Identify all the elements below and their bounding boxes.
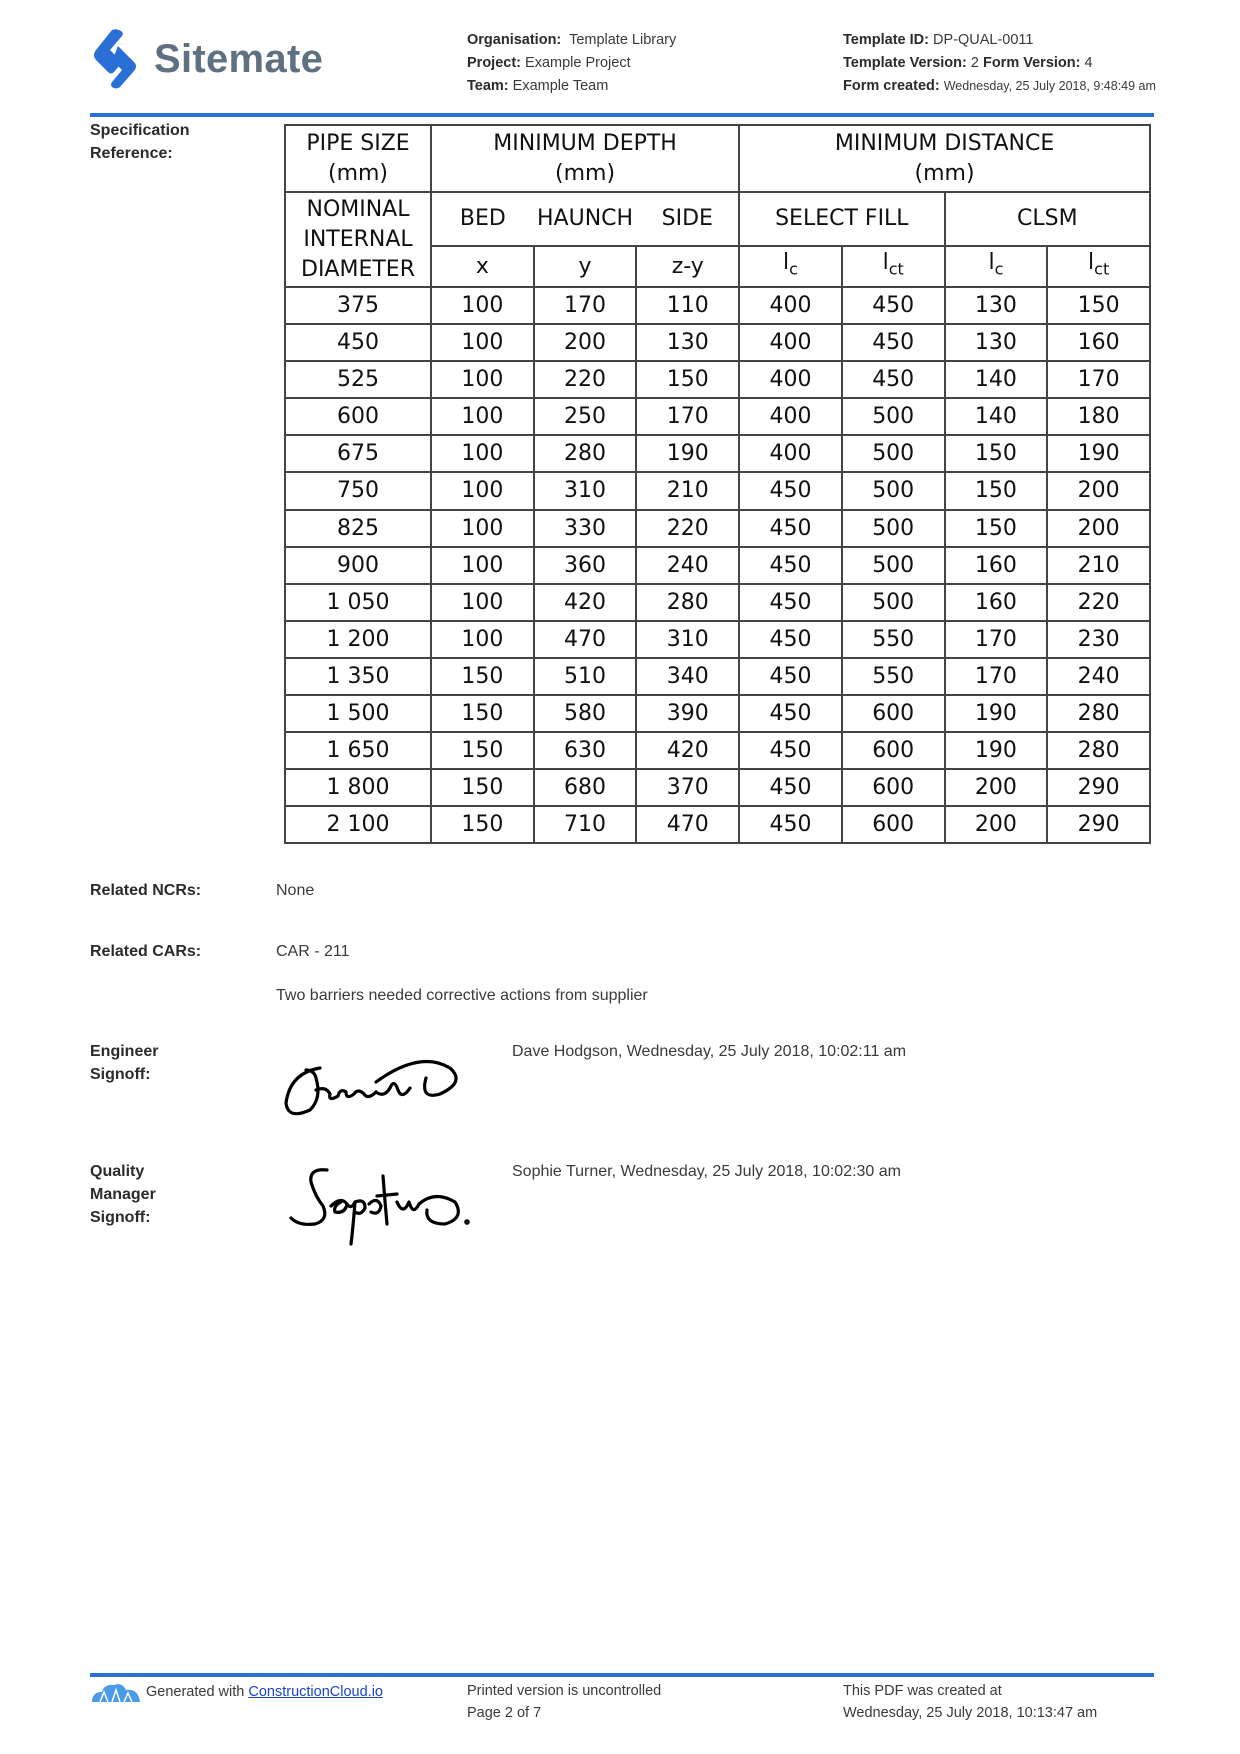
cell-pipe-size: 675 — [285, 435, 431, 472]
cell-clsm-lct: 150 — [1047, 287, 1150, 324]
cell-clsm-lct: 210 — [1047, 547, 1150, 584]
cell-select-fill-lct: 550 — [842, 621, 945, 658]
cell-haunch-y: 280 — [534, 435, 637, 472]
table-row — [285, 510, 1150, 547]
footer-generated — [90, 1680, 383, 1704]
cell-pipe-size: 900 — [285, 547, 431, 584]
cell-clsm-lc: 140 — [945, 398, 1048, 435]
cell-side-zy: 470 — [636, 806, 739, 843]
cell-select-fill-lc: 450 — [739, 621, 842, 658]
cell-side-zy: 190 — [636, 435, 739, 472]
cell-clsm-lc: 170 — [945, 621, 1048, 658]
y-header: y — [534, 246, 637, 287]
organisation-label: Organisation: — [467, 32, 562, 48]
cell-select-fill-lct: 500 — [842, 584, 945, 621]
cell-bed-x: 150 — [431, 769, 534, 806]
cell-bed-x: 100 — [431, 621, 534, 658]
cell-clsm-lct: 190 — [1047, 435, 1150, 472]
cell-clsm-lc: 150 — [945, 510, 1048, 547]
cell-side-zy: 210 — [636, 472, 739, 509]
cell-select-fill-lct: 600 — [842, 732, 945, 769]
cell-clsm-lct: 170 — [1047, 361, 1150, 398]
cell-bed-x: 150 — [431, 806, 534, 843]
template-version-label: Template Version: — [843, 55, 967, 71]
cell-pipe-size: 1 500 — [285, 695, 431, 732]
cell-pipe-size: 2 100 — [285, 806, 431, 843]
cell-bed-x: 100 — [431, 361, 534, 398]
clsm-lct-header: $l_{ct}$ — [1047, 246, 1150, 287]
haunch-header: HAUNCH — [534, 192, 637, 246]
cell-select-fill-lct: 600 — [842, 695, 945, 732]
template-id-label: Template ID: — [843, 32, 929, 48]
cell-side-zy: 390 — [636, 695, 739, 732]
engineer-signature — [280, 1048, 460, 1133]
cell-select-fill-lc: 450 — [739, 695, 842, 732]
cell-pipe-size: 1 650 — [285, 732, 431, 769]
cell-select-fill-lct: 450 — [842, 324, 945, 361]
cell-clsm-lct: 200 — [1047, 510, 1150, 547]
pdf-created-value: Wednesday, 25 July 2018, 10:13:47 am — [843, 1705, 1098, 1721]
table-row — [285, 695, 1150, 732]
cell-select-fill-lc: 450 — [739, 658, 842, 695]
table-row — [285, 658, 1150, 695]
table-row — [285, 732, 1150, 769]
cell-bed-x: 100 — [431, 398, 534, 435]
cell-select-fill-lc: 400 — [739, 398, 842, 435]
cell-select-fill-lc: 450 — [739, 472, 842, 509]
cell-side-zy: 310 — [636, 621, 739, 658]
cell-select-fill-lct: 450 — [842, 287, 945, 324]
cell-haunch-y: 630 — [534, 732, 637, 769]
cell-side-zy: 240 — [636, 547, 739, 584]
cell-clsm-lct: 290 — [1047, 769, 1150, 806]
cell-clsm-lct: 280 — [1047, 695, 1150, 732]
cell-bed-x: 100 — [431, 287, 534, 324]
cell-select-fill-lc: 450 — [739, 806, 842, 843]
cell-haunch-y: 170 — [534, 287, 637, 324]
cell-pipe-size: 1 350 — [285, 658, 431, 695]
footer-right — [843, 1680, 1097, 1724]
cell-clsm-lc: 150 — [945, 472, 1048, 509]
clsm-header: CLSM — [945, 192, 1150, 246]
cell-haunch-y: 470 — [534, 621, 637, 658]
min-depth-header: MINIMUM DEPTH (mm) — [431, 125, 739, 192]
cell-side-zy: 110 — [636, 287, 739, 324]
cell-pipe-size: 525 — [285, 361, 431, 398]
table-row — [285, 324, 1150, 361]
pdf-created-label: This PDF was created at — [843, 1683, 1002, 1699]
team-label: Team: — [467, 78, 509, 94]
zy-header: z-y — [636, 246, 739, 287]
select-fill-header: SELECT FILL — [739, 192, 944, 246]
side-header: SIDE — [636, 192, 739, 246]
cell-bed-x: 100 — [431, 510, 534, 547]
uncontrolled-note: Printed version is uncontrolled — [467, 1683, 662, 1699]
template-id-value: DP-QUAL-0011 — [932, 32, 1034, 48]
cell-side-zy: 280 — [636, 584, 739, 621]
spec-table-body — [285, 287, 1150, 843]
generated-prefix: Generated with — [146, 1684, 245, 1700]
footer-center — [467, 1680, 661, 1724]
cell-pipe-size: 1 200 — [285, 621, 431, 658]
page-number: Page 2 of 7 — [467, 1705, 542, 1721]
cell-clsm-lc: 150 — [945, 435, 1048, 472]
cell-haunch-y: 510 — [534, 658, 637, 695]
project-label: Project: — [467, 55, 521, 71]
cell-clsm-lct: 160 — [1047, 324, 1150, 361]
brand-logo — [90, 28, 323, 90]
pipe-size-header: PIPE SIZE (mm) — [285, 125, 431, 192]
cell-haunch-y: 310 — [534, 472, 637, 509]
table-row — [285, 287, 1150, 324]
cell-pipe-size: 1 050 — [285, 584, 431, 621]
cell-bed-x: 100 — [431, 435, 534, 472]
quality-manager-signature — [285, 1162, 475, 1257]
cell-clsm-lc: 160 — [945, 584, 1048, 621]
cell-select-fill-lc: 450 — [739, 732, 842, 769]
cell-side-zy: 150 — [636, 361, 739, 398]
cell-side-zy: 340 — [636, 658, 739, 695]
related-cars-value: CAR - 211 — [276, 943, 350, 960]
cell-side-zy: 420 — [636, 732, 739, 769]
engineer-signed-info: Dave Hodgson, Wednesday, 25 July 2018, 10:02:11 am — [512, 1043, 907, 1060]
cell-bed-x: 150 — [431, 658, 534, 695]
organisation-value: Template Library — [569, 32, 677, 48]
constructioncloud-link[interactable]: ConstructionCloud.io — [248, 1684, 383, 1700]
cell-select-fill-lct: 600 — [842, 769, 945, 806]
table-row — [285, 547, 1150, 584]
cell-haunch-y: 680 — [534, 769, 637, 806]
cell-bed-x: 150 — [431, 732, 534, 769]
cell-bed-x: 100 — [431, 547, 534, 584]
cell-select-fill-lct: 500 — [842, 547, 945, 584]
table-row — [285, 769, 1150, 806]
cell-haunch-y: 710 — [534, 806, 637, 843]
cell-clsm-lc: 130 — [945, 287, 1048, 324]
cell-haunch-y: 250 — [534, 398, 637, 435]
cell-bed-x: 100 — [431, 324, 534, 361]
footer-divider — [90, 1673, 1154, 1677]
form-created-label: Form created: — [843, 78, 940, 94]
table-row — [285, 435, 1150, 472]
form-version-label: Form Version: — [982, 55, 1081, 71]
cell-bed-x: 100 — [431, 584, 534, 621]
cell-select-fill-lc: 400 — [739, 361, 842, 398]
team-value: Example Team — [512, 78, 609, 94]
select-fill-lc-header: $l_c$ — [739, 246, 842, 287]
sitemate-logo-icon — [90, 28, 140, 90]
cell-select-fill-lct: 500 — [842, 472, 945, 509]
quality-manager-signed-info: Sophie Turner, Wednesday, 25 July 2018, 10:02:30 am — [512, 1163, 901, 1180]
cell-clsm-lc: 140 — [945, 361, 1048, 398]
select-fill-lct-header: $l_{ct}$ — [842, 246, 945, 287]
cell-pipe-size: 450 — [285, 324, 431, 361]
cell-clsm-lc: 160 — [945, 547, 1048, 584]
cell-select-fill-lct: 550 — [842, 658, 945, 695]
brand-name: Sitemate — [154, 36, 324, 81]
table-row — [285, 361, 1150, 398]
cell-clsm-lct: 180 — [1047, 398, 1150, 435]
cell-haunch-y: 200 — [534, 324, 637, 361]
construction-cloud-icon — [90, 1680, 142, 1704]
header-divider — [90, 113, 1154, 117]
cell-clsm-lc: 130 — [945, 324, 1048, 361]
cell-select-fill-lct: 450 — [842, 361, 945, 398]
cell-clsm-lc: 170 — [945, 658, 1048, 695]
form-version-value: 4 — [1084, 55, 1093, 71]
table-row — [285, 398, 1150, 435]
cell-side-zy: 130 — [636, 324, 739, 361]
cell-haunch-y: 360 — [534, 547, 637, 584]
cell-select-fill-lc: 400 — [739, 287, 842, 324]
cell-clsm-lc: 200 — [945, 769, 1048, 806]
nominal-diameter-header: NOMINAL INTERNAL DIAMETER — [285, 192, 431, 287]
cell-clsm-lct: 230 — [1047, 621, 1150, 658]
form-created-value: Wednesday, 25 July 2018, 9:48:49 am — [943, 79, 1156, 93]
engineer-signoff-label: Engineer Signoff: — [90, 1043, 159, 1083]
cell-select-fill-lc: 450 — [739, 547, 842, 584]
spec-table — [284, 124, 1151, 844]
clsm-lc-header: $l_c$ — [945, 246, 1048, 287]
spec-reference-label: Specification Reference: — [90, 122, 190, 162]
cell-bed-x: 150 — [431, 695, 534, 732]
cell-select-fill-lc: 400 — [739, 435, 842, 472]
cell-pipe-size: 825 — [285, 510, 431, 547]
cell-bed-x: 100 — [431, 472, 534, 509]
cell-select-fill-lct: 500 — [842, 398, 945, 435]
min-distance-header: MINIMUM DISTANCE (mm) — [739, 125, 1150, 192]
cell-pipe-size: 600 — [285, 398, 431, 435]
x-header: x — [431, 246, 534, 287]
table-row — [285, 621, 1150, 658]
cell-pipe-size: 1 800 — [285, 769, 431, 806]
table-row — [285, 584, 1150, 621]
header-meta-right — [843, 29, 1163, 95]
cell-clsm-lct: 220 — [1047, 584, 1150, 621]
cell-side-zy: 170 — [636, 398, 739, 435]
cell-clsm-lc: 190 — [945, 695, 1048, 732]
cell-clsm-lct: 240 — [1047, 658, 1150, 695]
related-cars-note: Two barriers needed corrective actions from supplier — [276, 987, 648, 1004]
project-value: Example Project — [525, 55, 631, 71]
cell-clsm-lct: 290 — [1047, 806, 1150, 843]
cell-side-zy: 220 — [636, 510, 739, 547]
cell-side-zy: 370 — [636, 769, 739, 806]
bed-header: BED — [431, 192, 534, 246]
template-version-value: 2 — [970, 55, 979, 71]
table-row — [285, 806, 1150, 843]
related-cars-label: Related CARs: — [90, 943, 202, 960]
cell-haunch-y: 580 — [534, 695, 637, 732]
cell-pipe-size: 750 — [285, 472, 431, 509]
cell-haunch-y: 420 — [534, 584, 637, 621]
quality-manager-signoff-label: Quality Manager Signoff: — [90, 1163, 156, 1226]
cell-select-fill-lct: 500 — [842, 435, 945, 472]
cell-select-fill-lct: 500 — [842, 510, 945, 547]
cell-clsm-lc: 190 — [945, 732, 1048, 769]
cell-select-fill-lct: 600 — [842, 806, 945, 843]
related-ncrs-value: None — [276, 882, 315, 899]
related-ncrs-label: Related NCRs: — [90, 882, 202, 899]
cell-select-fill-lc: 450 — [739, 769, 842, 806]
cell-haunch-y: 330 — [534, 510, 637, 547]
cell-select-fill-lc: 450 — [739, 510, 842, 547]
cell-clsm-lct: 280 — [1047, 732, 1150, 769]
cell-clsm-lct: 200 — [1047, 472, 1150, 509]
table-row — [285, 472, 1150, 509]
cell-clsm-lc: 200 — [945, 806, 1048, 843]
cell-select-fill-lc: 400 — [739, 324, 842, 361]
cell-pipe-size: 375 — [285, 287, 431, 324]
cell-select-fill-lc: 450 — [739, 584, 842, 621]
cell-haunch-y: 220 — [534, 361, 637, 398]
header-meta-left — [467, 29, 676, 98]
